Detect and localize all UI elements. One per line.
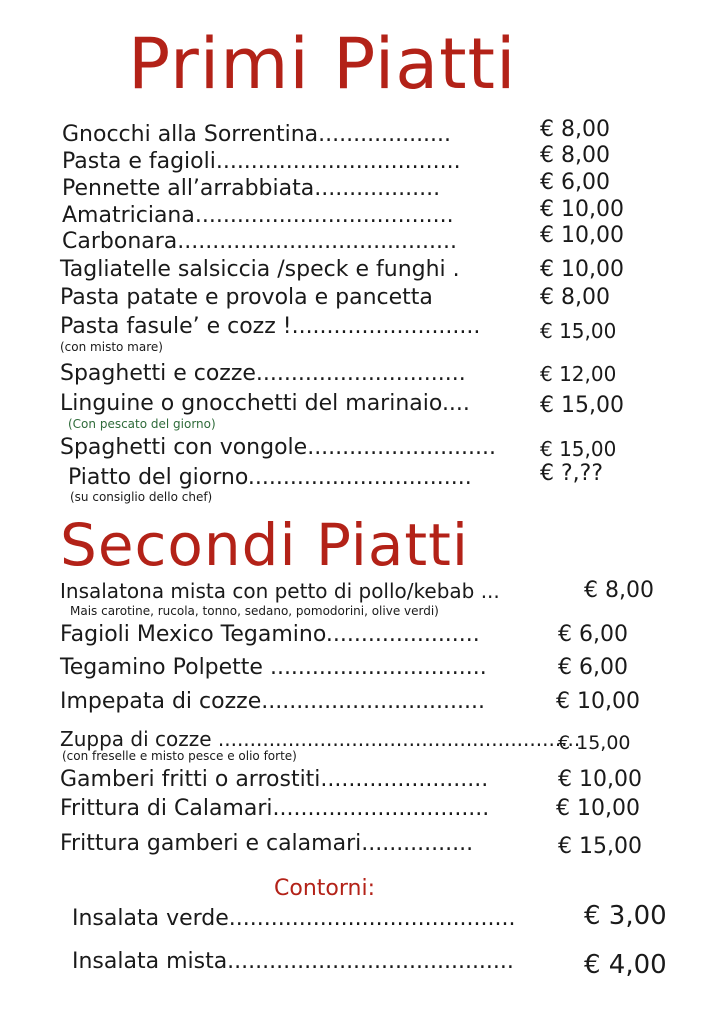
menu-item-price: € 10,00 xyxy=(556,796,640,821)
menu-item-name: Zuppa di cozze ......................................................... xyxy=(60,727,581,751)
menu-item-price: € ?,?? xyxy=(540,461,604,486)
menu-item-name: Insalata verde......................................... xyxy=(72,906,516,931)
menu-item-name: Gnocchi alla Sorrentina................... xyxy=(62,122,452,147)
menu-item-price: € 10,00 xyxy=(540,197,624,222)
menu-item-note: Mais carotine, rucola, tonno, sedano, pomodorini, olive verdi) xyxy=(70,604,439,618)
menu-item-price: € 15,00 xyxy=(540,437,617,461)
menu-item-price: € 15,00 xyxy=(540,393,624,418)
menu-item-name: Spaghetti e cozze.............................. xyxy=(60,361,466,386)
menu-item-name: Insalata mista......................................... xyxy=(72,949,514,974)
menu-item-name: Piatto del giorno................................ xyxy=(68,465,472,490)
menu-item-name: Carbonara........................................ xyxy=(62,229,457,254)
menu-item-price: € 6,00 xyxy=(558,655,628,680)
menu-item-name: Frittura gamberi e calamari................ xyxy=(60,831,474,856)
menu-item-name: Tagliatelle salsiccia /speck e funghi . xyxy=(60,257,460,282)
menu-item-name: Gamberi fritti o arrostiti........................ xyxy=(60,767,489,792)
menu-item-name: Linguine o gnocchetti del marinaio.... xyxy=(60,391,470,416)
menu-item-price: € 10,00 xyxy=(556,689,640,714)
menu-item-note: (con misto mare) xyxy=(60,340,163,354)
menu-item-name: Pennette all’arrabbiata.................. xyxy=(62,176,441,201)
contorni-title: Contorni: xyxy=(274,876,375,901)
menu-item-name: Impepata di cozze................................ xyxy=(60,689,486,714)
menu-item-name: Pasta fasule’ e cozz !........................... xyxy=(60,314,481,339)
menu-item-price: € 15,00 xyxy=(558,732,631,754)
menu-item-price: € 8,00 xyxy=(540,143,610,168)
menu-item-name: Insalatona mista con petto di pollo/kebab ... xyxy=(60,579,500,603)
menu-item-note: (su consiglio dello chef) xyxy=(70,490,213,504)
menu-item-price: € 12,00 xyxy=(540,362,617,386)
menu-item-name: Amatriciana..................................... xyxy=(62,203,454,228)
menu-item-price: € 10,00 xyxy=(558,767,642,792)
menu-item-price: € 4,00 xyxy=(584,950,667,980)
secondi-title: Secondi Piatti xyxy=(60,511,469,579)
menu-item-price: € 8,00 xyxy=(540,117,610,142)
menu-item-price: € 15,00 xyxy=(540,319,617,343)
primi-title: Primi Piatti xyxy=(128,23,517,105)
menu-item-price: € 8,00 xyxy=(584,578,654,603)
menu-item-name: Pasta patate e provola e pancetta xyxy=(60,285,433,310)
menu-item-price: € 15,00 xyxy=(558,834,642,859)
menu-item-price: € 3,00 xyxy=(584,901,667,931)
menu-item-price: € 6,00 xyxy=(558,622,628,647)
menu-item-name: Spaghetti con vongole........................... xyxy=(60,435,497,460)
menu-item-price: € 6,00 xyxy=(540,170,610,195)
menu-item-name: Pasta e fagioli................................... xyxy=(62,149,461,174)
menu-item-note: (con freselle e misto pesce e olio forte) xyxy=(62,749,297,763)
menu-item-name: Fagioli Mexico Tegamino...................... xyxy=(60,622,480,647)
menu-item-price: € 10,00 xyxy=(540,257,624,282)
menu-item-name: Tegamino Polpette ............................... xyxy=(60,655,487,680)
menu-item-price: € 10,00 xyxy=(540,223,624,248)
menu-item-note: (Con pescato del giorno) xyxy=(68,417,216,431)
menu-item-price: € 8,00 xyxy=(540,285,610,310)
menu-item-name: Frittura di Calamari............................... xyxy=(60,796,490,821)
